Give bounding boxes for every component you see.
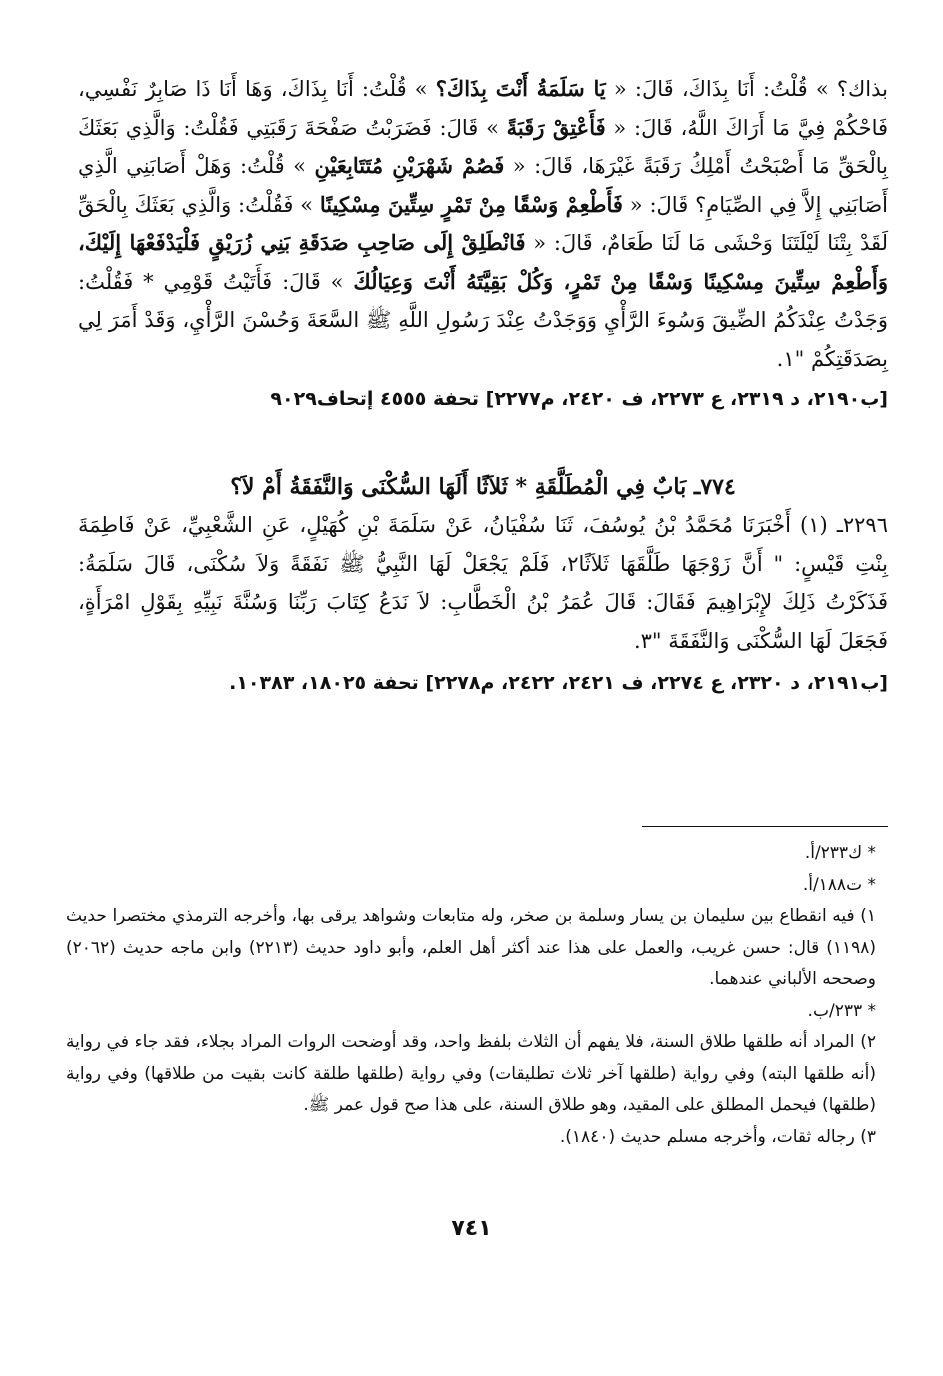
footnote: * ك٢٣٣/أ.: [804, 843, 876, 863]
hadith-text-segment: » قَالَ: فَأَتَيْتُ قَوْمِي * فَقُلْتُ: وَجَدْتُ عِنْدَكُمُ الضِّيقَ وَسُوءَ الرَّأْيِ وَوَجَدْتُ عِنْدَ رَسُولِ اللَّهِ ﷺ السَّعَةَ وَحُسْنَ الرَّأْيِ، وَقَدْ أَمَرَ لِي بِصَدَقَتِكُمْ "١.: [78, 269, 888, 371]
footnote: ٢) المراد أنه طلقها طلاق السنة، فلا يفهم أن الثلاث بلفظ واحد، وقد أوضحت الروات المراد بجلاء، فقد جاء في رواية (أنه طلقها البته) وفي رواية (طلقها آخر ثلاث تطليقات) وفي رواية (طلقها طلقة كانت بقيت من طلاقها) وفي رواية (طلقها) فيحمل المطلق على المقيد، وهو طلاق السنة، على هذا صح قول عمر ﷺ.: [66, 1032, 876, 1115]
prophet-speech-bold: فَصُمْ شَهْرَيْنِ مُتَتَابِعَيْنِ: [314, 153, 505, 178]
footnotes: [66, 838, 876, 1153]
hadith-text-segment: » فَقُلْتُ: وَالَّذِي بَعَثَكَ بِالْحَقِّ لَقَدْ بِتْنَا لَيْلَتَنَا وَحْشَى مَا لَنَا طَعَامٌ، قَالَ: «: [78, 192, 888, 255]
main-text: [78, 70, 888, 698]
prophet-speech-bold: فَأَعْتِقْ رَقَبَةً: [506, 114, 606, 140]
footnote: * ٢٣٣/ب.: [807, 1000, 876, 1021]
hadith-text-segment: » قُلْتُ: أَنَا بِذَاكَ، وَهَا أَنَا ذَا صَابِرٌ نَفْسِي، فَاحْكُمْ فِيَّ مَا أَرَاكَ اللَّهُ، قَالَ: «: [78, 77, 889, 140]
hadith-text-segment: بذاك؟ » قُلْتُ: أَنَا بِذَاكَ، قَالَ: «: [605, 77, 888, 101]
footnote: ١) فيه انقطاع بين سليمان بن يسار وسلمة بن صخر، وله متابعات وشواهد يرقى بها، وأخرجه الترمذي مختصرا حديث (١١٩٨) قال: حسن غريب، والعمل على هذا عند أكثر أهل العلم، وأبو داود حديث (٢٢١٣) وابن ماجه حديث (٢٠٦٢) وصححه الألباني عندهما.: [66, 906, 876, 989]
hadith-2296-text: ٢٢٩٦ـ (١) أَخْبَرَنَا مُحَمَّدُ بْنُ يُوسُفَ، ثَنَا سُفْيَانُ، عَنْ سَلَمَةَ بْنِ كُهَيْلٍ، عَنِ الشَّعْبِيِّ، عَنْ فَاطِمَةَ بِنْتِ قَيْسٍ: " أَنَّ زَوْجَهَا طَلَّقَهَا ثَلاَثًا٢، فَلَمْ يَجْعَلْ لَهَا النَّبِيُّ ﷺ نَفَقَةً وَلاَ سُكْنَى، قَالَ سَلَمَةُ: فَذَكَرْتُ ذَلِكَ لإِبْرَاهِيمَ فَقَالَ: قَالَ عُمَرُ بْنُ الْخَطَّابِ: لاَ نَدَعُ كِتَابَ رَبِّنَا وَسُنَّةَ نَبِيِّهِ بِقَوْلِ امْرَأَةٍ، فَجَعَلَ لَهَا السُّكْنَى وَالنَّفَقَةَ "٣.: [78, 513, 888, 653]
footnote: * ت١٨٨/أ.: [802, 874, 876, 895]
footnote-divider: [642, 826, 888, 827]
hadith-2296-reference: [ب٢١٩١، د ٢٣٢٠، ع ٢٢٧٤، ف ٢٤٢١، ٢٤٢٢، م٢٢٧٨] تحفة ١٨٠٢٥، ١٠٣٨٣.: [229, 672, 888, 694]
hadith-2295-reference: [ب٢١٩٠، د ٢٣١٩، ع ٢٢٧٣، ف ٢٤٢٠، م٢٢٧٧] تحفة ٤٥٥٥ إتحاف٩٠٢٩: [270, 388, 888, 410]
page-number: ٧٤١: [451, 1216, 492, 1241]
prophet-speech-bold: فَأَطْعِمْ وَسْقًا مِنْ تَمْرٍ سِتِّينَ مِسْكِينًا: [319, 191, 623, 217]
prophet-speech-bold: يَا سَلَمَةُ أَنْتَ بِذَاكَ؟: [435, 76, 606, 101]
footnote: ٣) رجاله ثقات، وأخرجه مسلم حديث (١٨٤٠).: [559, 1126, 876, 1147]
hadith-text-segment: » قُلْتُ: وَهَلْ أَصَابَنِي الَّذِي أَصَابَنِي إِلاَّ فِي الصِّيَامِ؟ قَالَ: «: [78, 154, 888, 217]
hadith-text-segment: » قَالَ: فَضَرَبْتُ صَفْحَةَ رَقَبَتِي فَقُلْتُ: وَالَّذِي بَعَثَكَ بِالْحَقِّ مَا أَصْبَحْتُ أَمْلِكُ رَقَبَةً غَيْرَهَا، قَالَ: «: [78, 115, 888, 178]
hadith-2295-text: [78, 70, 888, 378]
prophet-speech-bold: فَانْطَلِقْ إِلَى صَاحِبِ صَدَقَةِ بَنِي زُرَيْقٍ فَلْيَدْفَعْهَا إِلَيْكَ، وَأَطْعِمْ سِتِّينَ مِسْكِينًا وَسْقًا مِنْ تَمْرٍ، وَكُلْ بَقِيَّتَهُ أَنْتَ وَعِيَالُكَ: [78, 230, 889, 294]
chapter-title: ٧٧٤ـ بَابٌ فِي الْمُطَلَّقَةِ * ثَلاَثًا أَلَهَا السُّكْنَى وَالنَّفَقَةُ أَمْ لاَ؟: [230, 474, 736, 500]
